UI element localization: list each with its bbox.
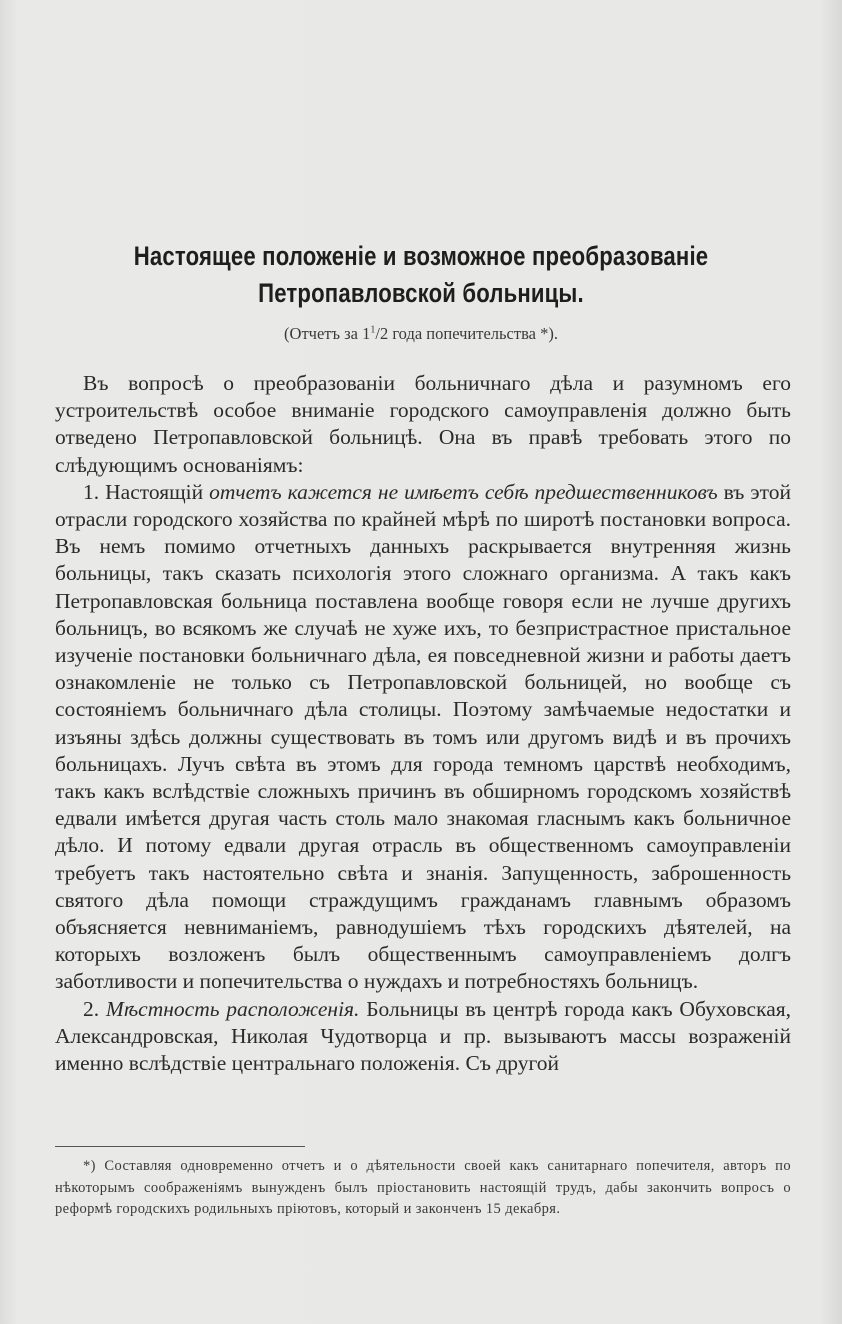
footnote (55, 1156, 791, 1221)
page-title: Настоящее положеніе и возможное преобразованіе Петропавловской больницы. (133, 241, 709, 308)
subtitle (0, 324, 842, 344)
paragraph-2-italic: отчетъ кажется не имѣетъ себѣ предшественниковъ (209, 479, 718, 504)
subtitle-prefix: (Отчетъ за 1 (284, 324, 371, 343)
paragraph-3 (55, 996, 791, 1078)
paragraph-3-rest: Больницы въ центрѣ города какъ Обуховская, Александровская, Николая Чудотворца и пр. вызываютъ массы возраженій именно вслѣдствіе центральнаго положенія. Съ другой (55, 996, 792, 1076)
footnote-text: *) Составляя одновременно отчетъ и о дѣятельности своей какъ санитарнаго попечителя, авторъ по нѣкоторымъ соображеніямъ вынужденъ былъ пріостановить настоящій трудъ, дабы закончить вопросъ о реформѣ городскихъ родильныхъ пріютовъ, который и законченъ 15 декабря. (55, 1158, 791, 1217)
body-text (55, 370, 791, 1077)
paragraph-3-italic: Мѣстность расположенія. (105, 996, 360, 1021)
paragraph-2-rest: въ этой отрасли городского хозяйства по крайней мѣрѣ по широтѣ постановки вопроса. Въ немъ помимо отчетныхъ данныхъ раскрывается внутренняя жизнь больницы, такъ сказать психологія этого сложнаго организма. А такъ какъ Петропавловская больница поставлена вообще говоря если не лучше другихъ больницъ, во всякомъ же случаѣ не хуже ихъ, то безпристрастное пристальное изученіе постановки больничнаго дѣла, ея повседневной жизни и работы даетъ ознакомленіе не только съ Петропавловской больницей, но вообще съ состояніемъ больничнаго дѣла столицы. Поэтому замѣчаемые недостатки и изъяны здѣсь должны существовать въ томъ или другомъ видѣ и въ прочихъ больницахъ. Лучъ свѣта въ этомъ для города темномъ царствѣ необходимъ, такъ какъ вслѣдствіе сложныхъ причинъ въ обширномъ городскомъ хозяйствѣ едвали имѣется другая часть столь мало знакомая гласнымъ какъ больничное дѣло. И потому едвали другая отрасль въ общественномъ самоуправленіи требуетъ такъ настоятельно свѣта и знанія. Запущенность, заброшенность святого дѣла помощи страждущимъ гражданамъ главнымъ образомъ объясняется невниманіемъ, равнодушіемъ тѣхъ городскихъ дѣятелей, на которыхъ возложенъ былъ общественнымъ самоуправленіемъ долгъ заботливости и попечительства о нуждахъ и потребностяхъ больницъ. (55, 479, 791, 994)
paragraph-1: Въ вопросѣ о преобразованіи больничнаго дѣла и разумномъ его устроительствѣ особое вниманіе городского самоуправленія должно быть отведено Петропавловской больницѣ. Она въ правѣ требовать этого по слѣдующимъ основаніямъ: (55, 371, 791, 477)
paragraph-3-start: 2. (83, 996, 106, 1021)
subtitle-suffix: /2 года попечительства *). (375, 324, 558, 343)
paragraph-2-start: 1. Настоящій (83, 479, 210, 504)
footnote-rule (55, 1146, 305, 1147)
subtitle-superscript: 1 (370, 324, 376, 336)
paragraph-2 (55, 479, 791, 996)
